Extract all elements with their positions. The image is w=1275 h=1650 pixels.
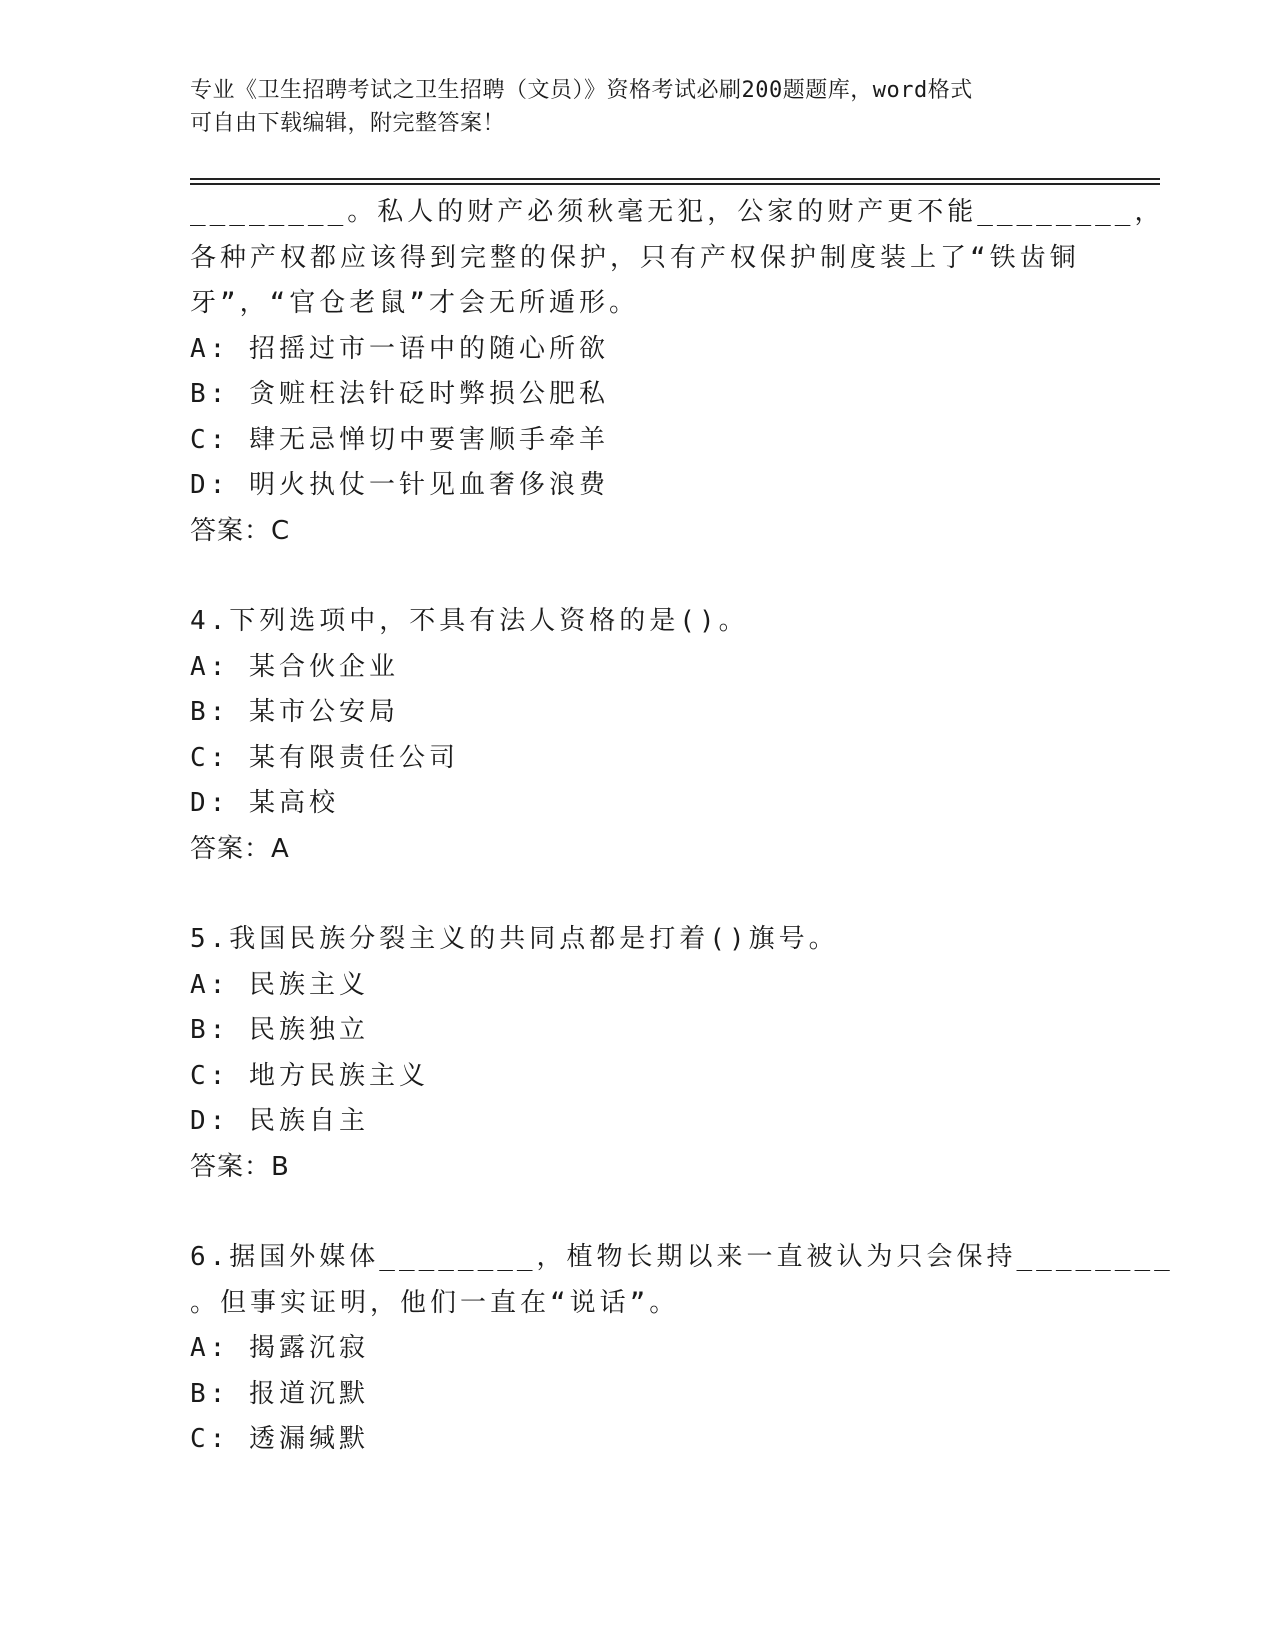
question-stem-line: 牙”，“官仓老鼠”才会无所遁形。 <box>190 288 639 318</box>
option-a: A: 招摇过市一语中的随心所欲 <box>190 333 609 364</box>
header-title-line-1: 专业《卫生招聘考试之卫生招聘（文员）》资格考试必刷200题题库，word格式 <box>190 78 973 103</box>
option-c: C: 某有限责任公司 <box>190 742 459 773</box>
option-d: D: 某高校 <box>190 788 339 818</box>
question-5 <box>190 917 1090 1190</box>
option-a: A: 某合伙企业 <box>190 651 399 682</box>
option-c: C: 地方民族主义 <box>190 1060 429 1091</box>
question-stem-line: 6.据国外媒体________，植物长期以来一直被认为只会保持________ <box>190 1242 1174 1272</box>
header-title-line-2: 可自由下载编辑，附完整答案！ <box>190 111 506 136</box>
option-d: D: 明火执仗一针见血奢侈浪费 <box>190 470 609 500</box>
question-3 <box>190 190 1165 554</box>
spacer <box>190 872 1090 917</box>
header-divider-bottom <box>190 183 1160 185</box>
option-b: B: 报道沉默 <box>190 1378 369 1409</box>
option-d: D: 民族自主 <box>190 1106 369 1136</box>
option-b: B: 民族独立 <box>190 1015 369 1045</box>
answer-label: 答案：A <box>190 833 290 864</box>
question-stem-line: 。但事实证明，他们一直在“说话”。 <box>190 1287 680 1318</box>
header-divider-top <box>190 178 1160 180</box>
option-c: C: 肆无忌惮切中要害顺手牵羊 <box>190 424 609 455</box>
question-stem-line: ________。私人的财产必须秋毫无犯，公家的财产更不能________， <box>190 197 1165 227</box>
document-header <box>190 74 1090 140</box>
question-stem-line: 各种产权都应该得到完整的保护，只有产权保护制度装上了“铁齿铜 <box>190 242 1080 273</box>
spacer <box>190 554 1090 599</box>
question-stem: 4.下列选项中，不具有法人资格的是()。 <box>190 606 749 636</box>
option-b: B: 贪赃枉法针砭时弊损公肥私 <box>190 379 609 409</box>
option-a: A: 民族主义 <box>190 969 369 1000</box>
option-c: C: 透漏缄默 <box>190 1424 369 1454</box>
question-stem: 5.我国民族分裂主义的共同点都是打着()旗号。 <box>190 924 839 954</box>
question-list <box>190 190 1174 1463</box>
question-4 <box>190 599 1090 872</box>
answer-label: 答案：B <box>190 1151 290 1182</box>
spacer <box>190 1190 1090 1235</box>
option-b: B: 某市公安局 <box>190 697 399 727</box>
option-a: A: 揭露沉寂 <box>190 1333 369 1363</box>
answer-label: 答案：C <box>190 515 291 546</box>
question-6 <box>190 1235 1174 1463</box>
